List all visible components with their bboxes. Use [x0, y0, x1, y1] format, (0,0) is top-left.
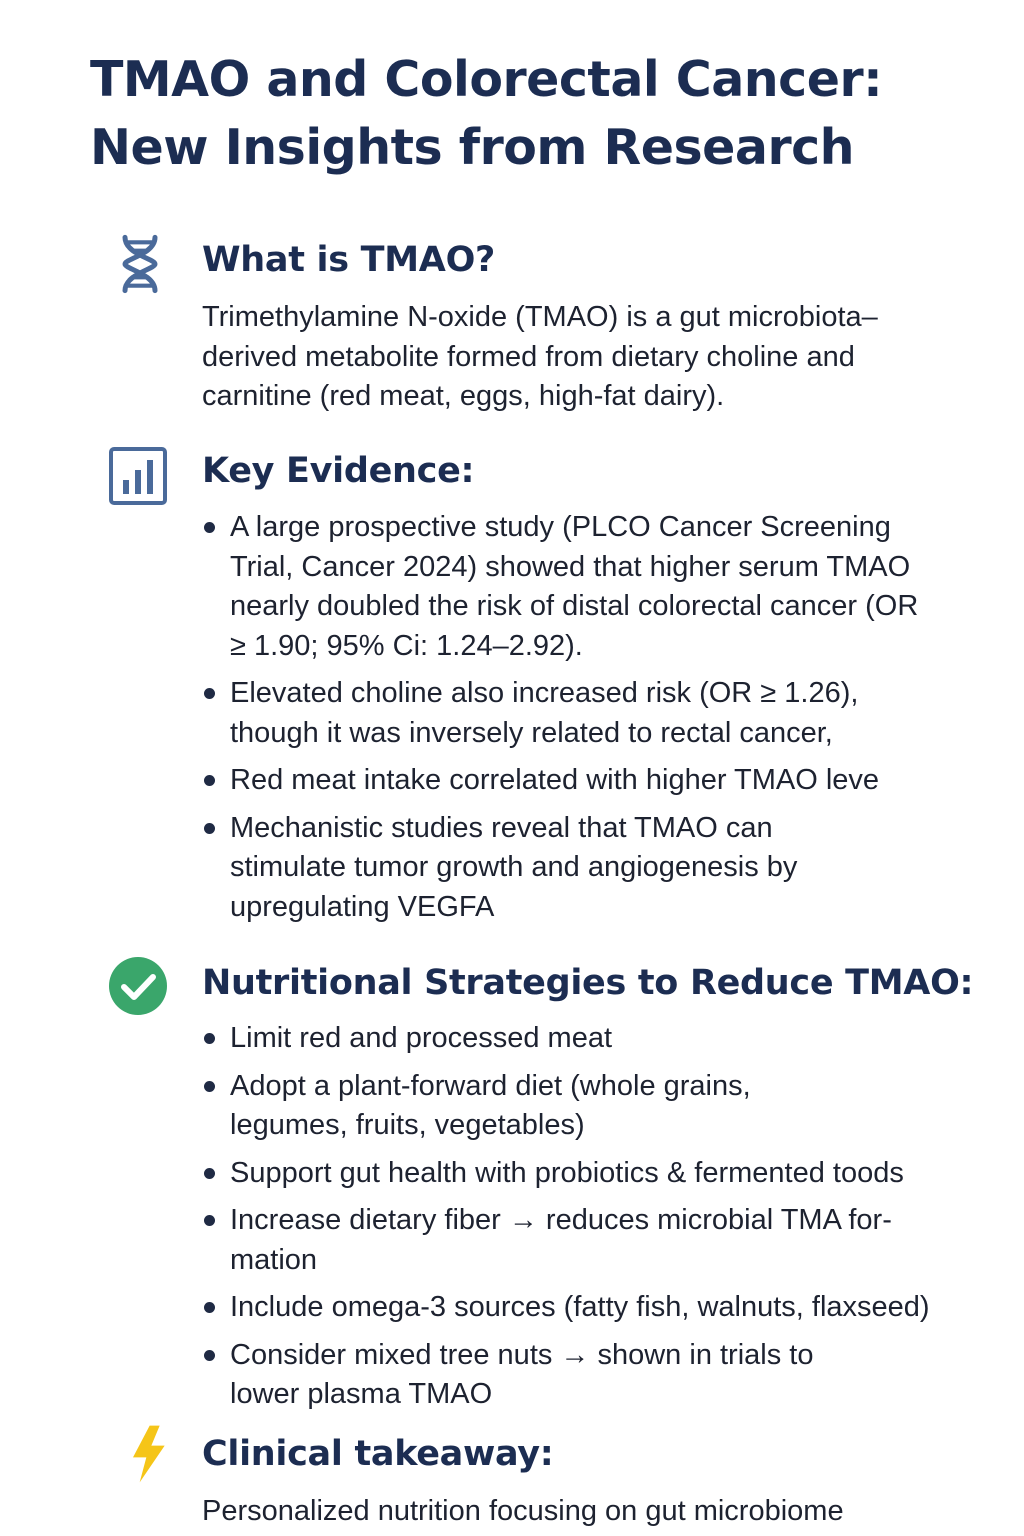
list-item: Elevated choline also increased risk (OR ≥ 1.26), though it was inversely related to rectal cancer,	[202, 674, 900, 753]
section-heading-what-is-tmao: What is TMAO?	[202, 240, 496, 280]
lightning-bolt-icon	[118, 1424, 178, 1484]
dna-icon	[110, 234, 170, 294]
nutritional-strategies-list	[202, 1019, 1002, 1415]
section-heading-key-evidence: Key Evidence:	[202, 451, 475, 491]
list-item: A large prospective study (PLCO Cancer Screening Trial, Cancer 2024) showed that higher serum TMAO nearly doubled the risk of distal colorectal cancer (OR ≥ 1.90; 95% Ci: 1.24–2.92).	[202, 508, 942, 666]
list-item: Consider mixed tree nuts → shown in trials to lower plasma TMAO	[202, 1336, 880, 1415]
section-heading-clinical-takeaway: Clinical takeaway:	[202, 1434, 554, 1474]
page-title: TMAO and Colorectal Cancer: New Insights from Research	[90, 51, 883, 176]
list-item: Mechanistic studies reveal that TMAO can stimulate tumor growth and angiogenesis by upregulating VEGFA	[202, 809, 820, 928]
check-circle-icon	[108, 956, 168, 1016]
list-item: Limit red and processed meat	[202, 1019, 1002, 1059]
clinical-takeaway-text: Personalized nutrition focusing on gut microbiome	[202, 1495, 844, 1527]
list-item: Adopt a plant-forward diet (whole grains, legumes, fruits, vegetables)	[202, 1067, 810, 1146]
list-item: Increase dietary fiber → reduces microbial TMA for-mation	[202, 1201, 960, 1280]
section-heading-nutritional-strategies: Nutritional Strategies to Reduce TMAO:	[202, 963, 974, 1003]
list-item: Red meat intake correlated with higher TMAO leve	[202, 761, 930, 801]
what-is-tmao-text: Trimethylamine N-oxide (TMAO) is a gut microbiota–derived metabolite formed from dietary choline and carnitine (red meat, eggs, high-fat dairy).	[202, 301, 878, 412]
list-item: Support gut health with probiotics & fermented toods	[202, 1154, 1002, 1194]
bar-chart-icon	[108, 446, 168, 506]
list-item: Include omega-3 sources (fatty fish, walnuts, flaxseed)	[202, 1288, 1002, 1328]
key-evidence-list	[202, 508, 942, 927]
